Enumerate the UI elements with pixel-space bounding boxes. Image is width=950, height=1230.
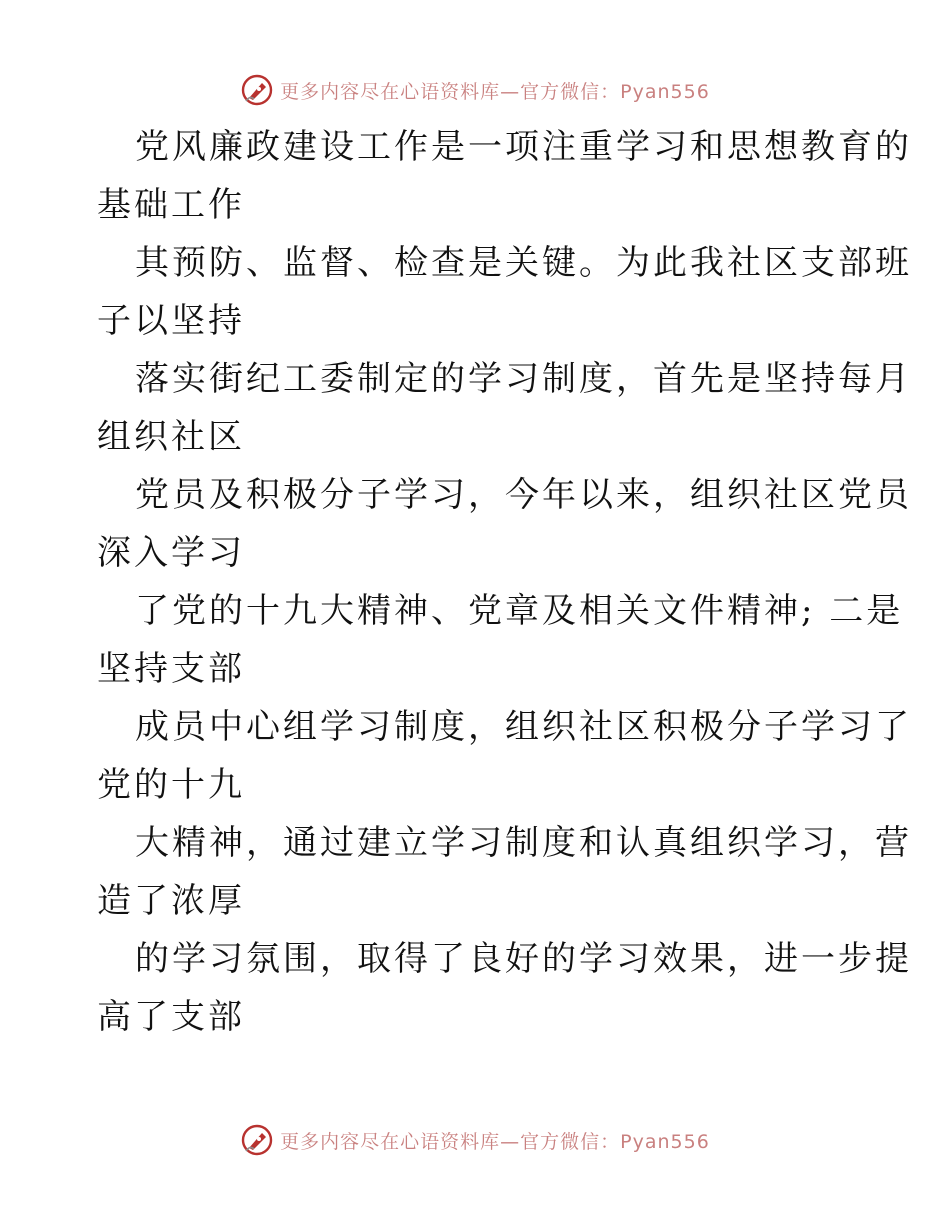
paragraph-6 [97, 698, 912, 814]
paragraph-line: 深入学习 [97, 533, 245, 573]
paragraph-line: 了党的十九大精神、党章及相关文件精神; 二是 [135, 591, 904, 631]
paragraph-1 [97, 118, 912, 234]
header-banner [0, 70, 950, 110]
paragraph-line: 基础工作 [97, 185, 245, 225]
paragraph-line: 造了浓厚 [97, 881, 245, 921]
paragraph-line: 落实街纪工委制定的学习制度，首先是坚持每月 [135, 359, 912, 399]
paragraph-line: 子以坚持 [97, 301, 245, 341]
footer-banner-text: 更多内容尽在心语资料库—官方微信：Pyan556 [280, 1130, 710, 1153]
document-body [97, 118, 912, 1046]
paragraph-5 [97, 582, 904, 698]
paragraph-line: 高了支部 [97, 997, 245, 1037]
paragraph-line: 的学习氛围，取得了良好的学习效果，进一步提 [135, 939, 912, 979]
paragraph-line: 坚持支部 [97, 649, 245, 689]
paragraph-8 [97, 930, 912, 1046]
header-banner-text: 更多内容尽在心语资料库—官方微信：Pyan556 [280, 80, 710, 103]
pen-nib-logo-icon [240, 1123, 274, 1157]
paragraph-line: 成员中心组学习制度，组织社区积极分子学习了 [135, 707, 912, 747]
pen-nib-logo-icon [240, 73, 274, 107]
footer-banner [0, 1120, 950, 1160]
paragraph-4 [97, 466, 912, 582]
paragraph-3 [97, 350, 912, 466]
paragraph-line: 大精神，通过建立学习制度和认真组织学习，营 [135, 823, 912, 863]
paragraph-line: 其预防、监督、检查是关键。为此我社区支部班 [135, 243, 912, 283]
paragraph-line: 党风廉政建设工作是一项注重学习和思想教育的 [135, 127, 912, 167]
paragraph-line: 组织社区 [97, 417, 245, 457]
paragraph-line: 党员及积极分子学习，今年以来，组织社区党员 [135, 475, 912, 515]
paragraph-line: 党的十九 [97, 765, 245, 805]
paragraph-2 [97, 234, 912, 350]
paragraph-7 [97, 814, 912, 930]
